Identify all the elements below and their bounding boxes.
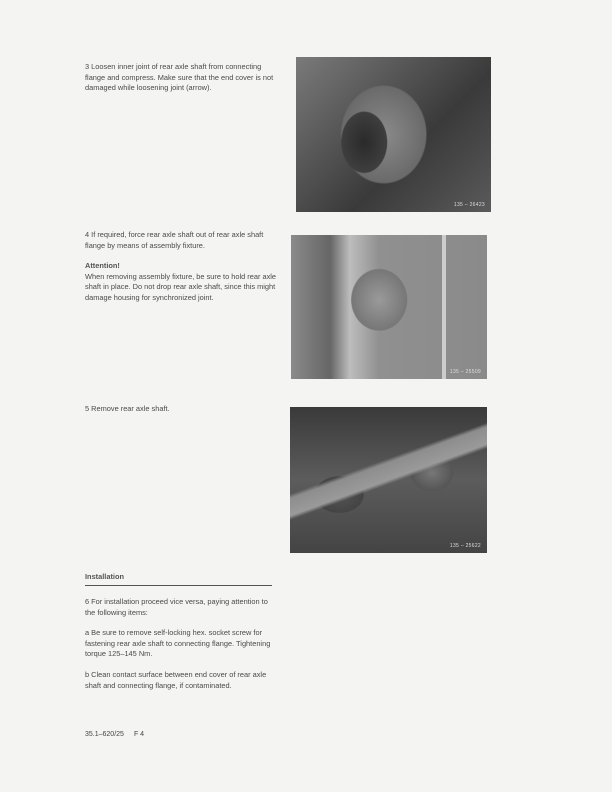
step-5-text xyxy=(85,404,280,415)
item-b: b Clean contact surface between end cover of rear axle shaft and connecting flange, if contaminated. xyxy=(85,669,267,690)
photo-caption: 135 – 25509 xyxy=(449,369,481,375)
installation-block xyxy=(85,597,280,691)
section-divider xyxy=(85,585,272,586)
page-footer xyxy=(85,731,144,738)
step-5: 5 Remove rear axle shaft. xyxy=(85,404,170,413)
step-6: 6 For installation proceed vice versa, paying attention to the following items: xyxy=(85,597,268,617)
installation-heading: Installation xyxy=(85,572,125,581)
step-3: 3 Loosen inner joint of rear axle shaft from connecting flange and compress. Make sure that the end cover is not damaged while loosening joint (arrow). xyxy=(85,62,274,93)
attention-text: When removing assembly fixture, be sure to hold rear axle shaft in place. Do not drop rear axle shaft, since this might damage housing for synchronized joint. xyxy=(85,271,277,302)
photo-loosen-joint xyxy=(296,57,491,212)
photo-caption: 135 – 25622 xyxy=(449,543,481,549)
attention-title: Attention! xyxy=(85,261,120,271)
photo-caption: 135 – 26423 xyxy=(453,202,485,208)
doc-number: 35.1–620/25 xyxy=(85,731,124,738)
page-number: F 4 xyxy=(133,731,145,738)
item-a: a Be sure to remove self-locking hex. socket screw for fastening rear axle shaft to connecting flange. Tightening torque 125–145 Nm. xyxy=(85,628,271,659)
step-4-block xyxy=(85,230,280,304)
step-3-text xyxy=(85,62,280,94)
photo-assembly-fixture xyxy=(291,235,487,379)
step-4: 4 If required, force rear axle shaft out of rear axle shaft flange by means of assembly fixture. xyxy=(85,230,264,250)
photo-remove-shaft xyxy=(290,407,487,553)
